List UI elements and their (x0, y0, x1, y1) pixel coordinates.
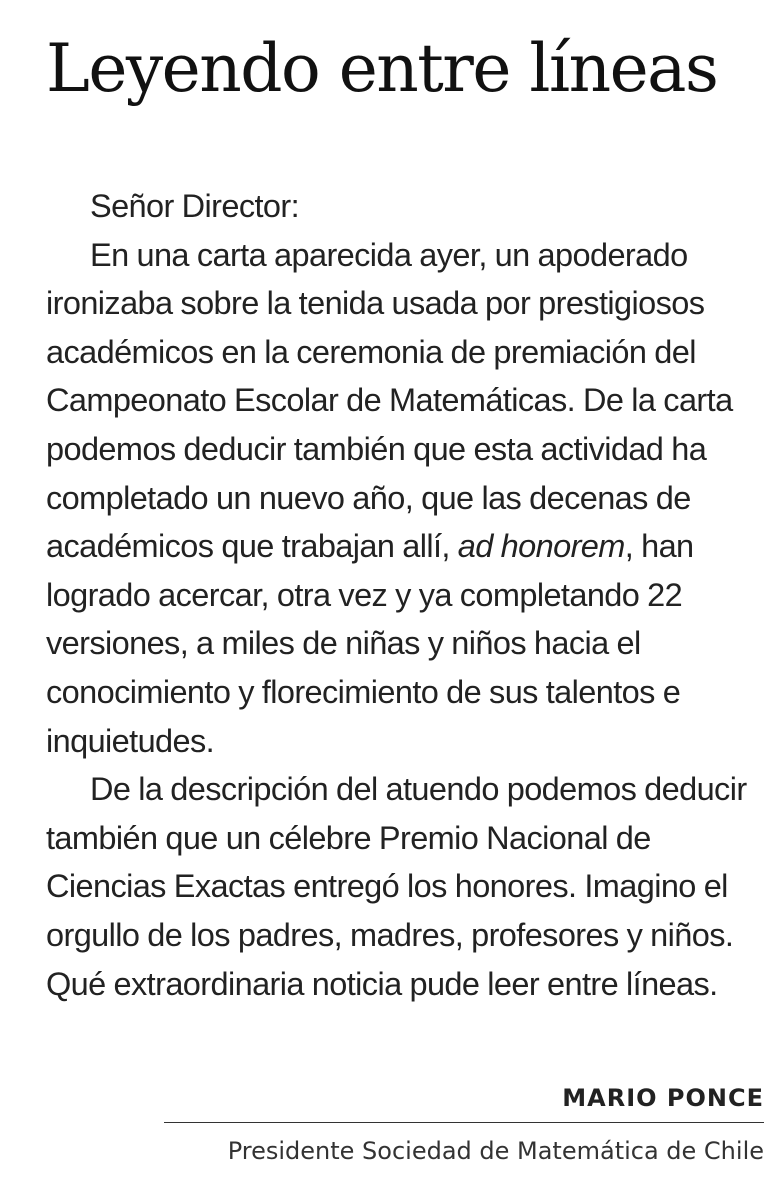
paragraph-2: De la descripción del atuendo podemos deducir también que un célebre Premio Nacional de Ciencias Exactas entregó los honores. Imagino el orgullo de los padres, madres, profesores y niños. Qué extraordinaria noticia pude leer entre líneas. (46, 771, 747, 1002)
signature-name: MARIO PONCE (562, 1084, 764, 1112)
signature-divider (164, 1122, 764, 1123)
paragraph-1-text-a: En una carta aparecida ayer, un apoderado ironizaba sobre la tenida usada por prestigiosos académicos en la ceremonia de premiación del Campeonato Escolar de Matemáticas. De la carta podemos deducir también que esta actividad ha completado un nuevo año, que las decenas de académicos que trabajan allí, (46, 236, 733, 565)
headline: Leyendo entre líneas (46, 30, 718, 107)
paragraph-1 (46, 231, 764, 766)
salutation: Señor Director: (90, 188, 300, 224)
paragraph-1-italic-phrase: ad honorem (457, 528, 625, 565)
paragraph-1-text-b: , han logrado acercar, otra vez y ya completando 22 versiones, a miles de niñas y niños hacia el conocimiento y florecimiento de sus talentos e inquietudes. (46, 528, 694, 759)
signature-block (164, 1080, 764, 1169)
signature-title: Presidente Sociedad de Matemática de Chile (227, 1137, 764, 1165)
letter-body (46, 182, 764, 1008)
